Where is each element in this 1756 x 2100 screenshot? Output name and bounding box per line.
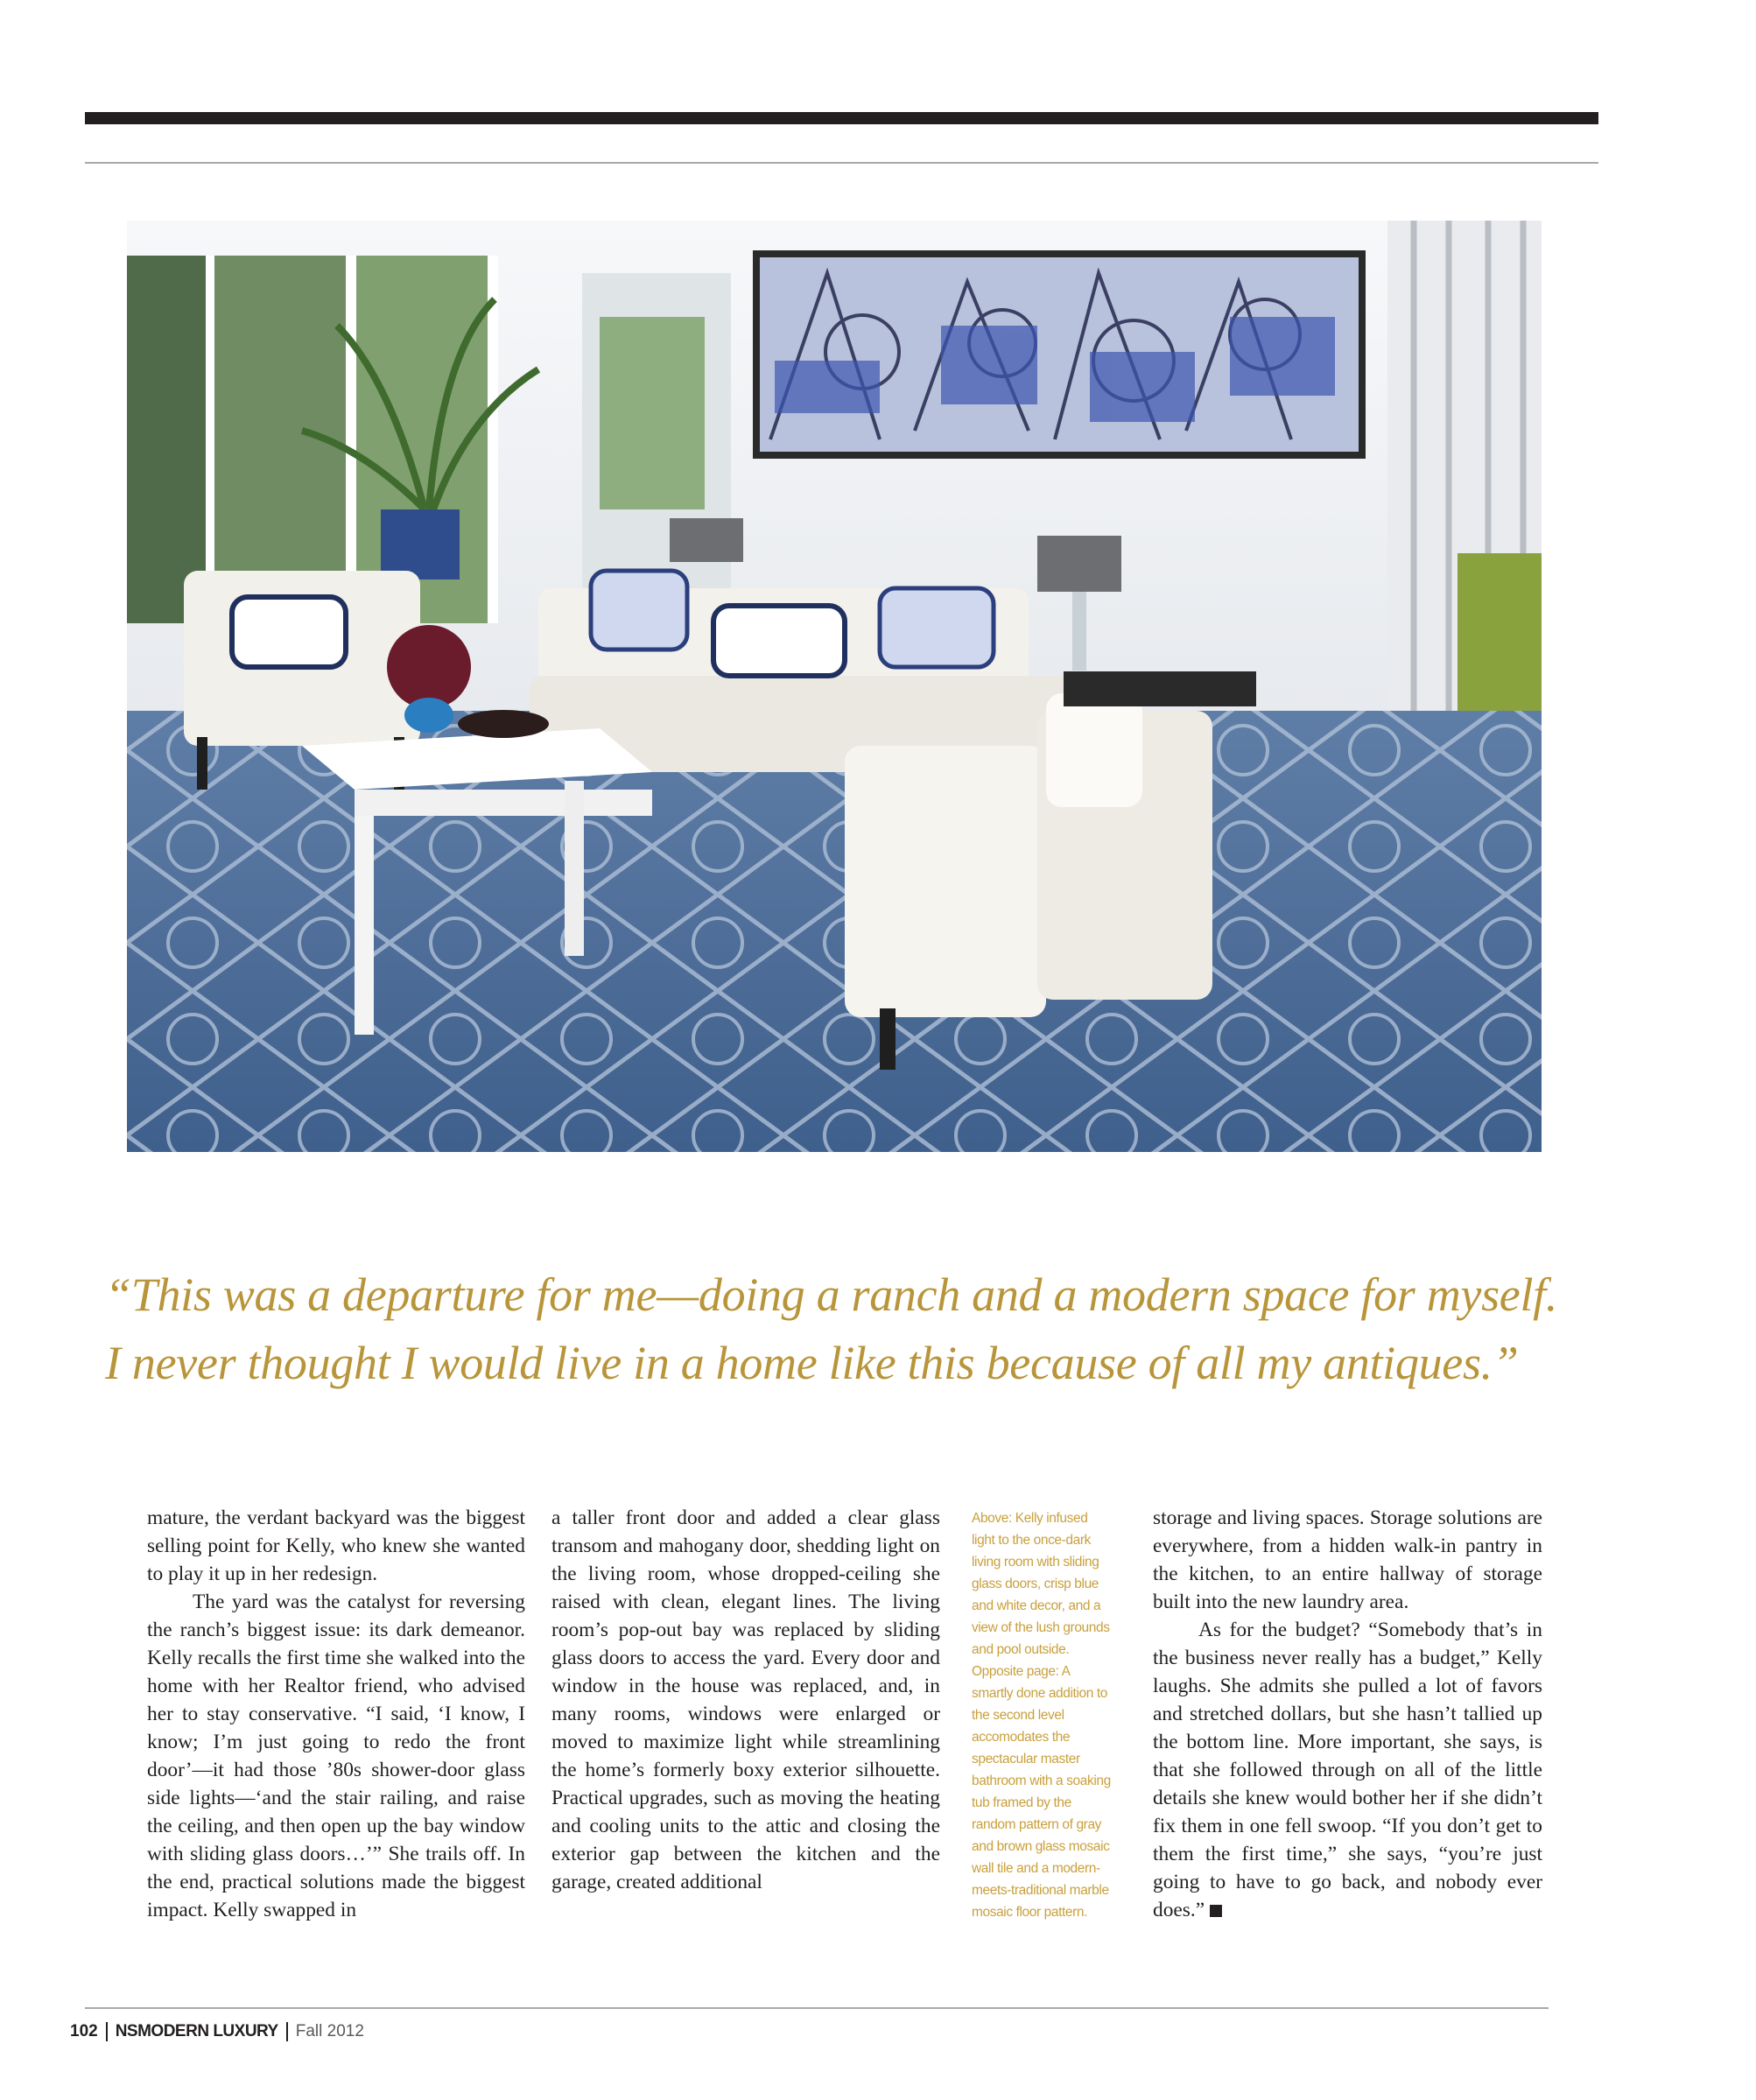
photo-caption: Above: Kelly infused light to the once-dark living room with sliding glass doors, crisp blue and white decor, and a view of the lush grounds and pool outside. Opposite page: A smartly done addition to the second level accomodates the spectacular master bathroom with a soaking tub framed by the random pattern of gray and brown glass mosaic wall tile and a modern-meets-traditional marble mosaic floor pattern. xyxy=(972,1511,1111,1920)
footer-separator xyxy=(286,2022,288,2041)
issue-date: Fall 2012 xyxy=(295,2022,364,2040)
pull-quote-line-2: I never thought I would live in a home like this because of all my antiques.” xyxy=(105,1337,1519,1389)
paragraph-final xyxy=(1153,1616,1542,1924)
footer-rule xyxy=(85,2007,1549,2009)
header-rule xyxy=(85,162,1598,164)
paragraph: a taller front door and added a clear glass transom and mahogany door, shedding light on the living room, whose dropped-ceiling she raised with clean, elegant lines. The living room’s pop-out bay was replaced by sliding glass doors to access the yard. Every door and window in the house was replaced, and, in many rooms, windows were enlarged or moved to maximize light while streamlining the home’s formerly boxy exterior silhouette. Practical upgrades, such as moving the heating and cooling units to the attic and closing the exterior gap between the kitchen and the garage, created additional xyxy=(551,1507,940,1893)
header-bar xyxy=(85,112,1598,124)
footer-separator xyxy=(106,2022,108,2041)
living-room-illustration xyxy=(127,221,1542,1152)
paragraph: storage and living spaces. Storage solutions are everywhere, from a hidden walk-in pantry in the kitchen, to an entire hallway of storage built into the new laundry area. xyxy=(1153,1507,1542,1613)
body-column-1 xyxy=(147,1504,525,1924)
paragraph: The yard was the catalyst for reversing the ranch’s biggest issue: its dark demeanor. Kelly recalls the first time she walked into the home with her Realtor friend, who advised her to stay conservative. “I said, ‘I know, I know; I’m just going to redo the front door’—it had those ’80s shower-door glass side lights—‘and the stair railing, and raise the ceiling, and then open up the bay window with sliding glass doors…’” She trails off. In the end, practical solutions made the biggest impact. Kelly swapped in xyxy=(147,1591,525,1921)
body-column-2 xyxy=(551,1504,940,1896)
paragraph-text: As for the budget? “Somebody that’s in the business never really has a budget,” Kelly laughs. She admits she pulled a lot of favors and stretched dollars, but she hasn’t tallied up the bottom line. More important, she says, is that she followed through on all of the little details she knew would bother her if she didn’t fix them in one fell swoop. “If you don’t get to them the first time,” she says, “you’re just going to have to go back, and nobody ever does.” xyxy=(1153,1619,1542,1921)
paragraph: mature, the verdant backyard was the biggest selling point for Kelly, who knew she wanted to play it up in her redesign. xyxy=(147,1507,525,1585)
page-footer xyxy=(70,2022,364,2041)
end-mark-icon xyxy=(1210,1905,1222,1917)
pull-quote xyxy=(105,1261,1593,1397)
living-room-photo xyxy=(127,221,1542,1152)
body-column-4 xyxy=(1153,1504,1542,1924)
pull-quote-line-1: “This was a departure for me—doing a ranch and a modern space for myself. xyxy=(105,1268,1558,1321)
magazine-name: NSMODERN LUXURY xyxy=(115,2022,278,2040)
page-number: 102 xyxy=(70,2022,98,2040)
